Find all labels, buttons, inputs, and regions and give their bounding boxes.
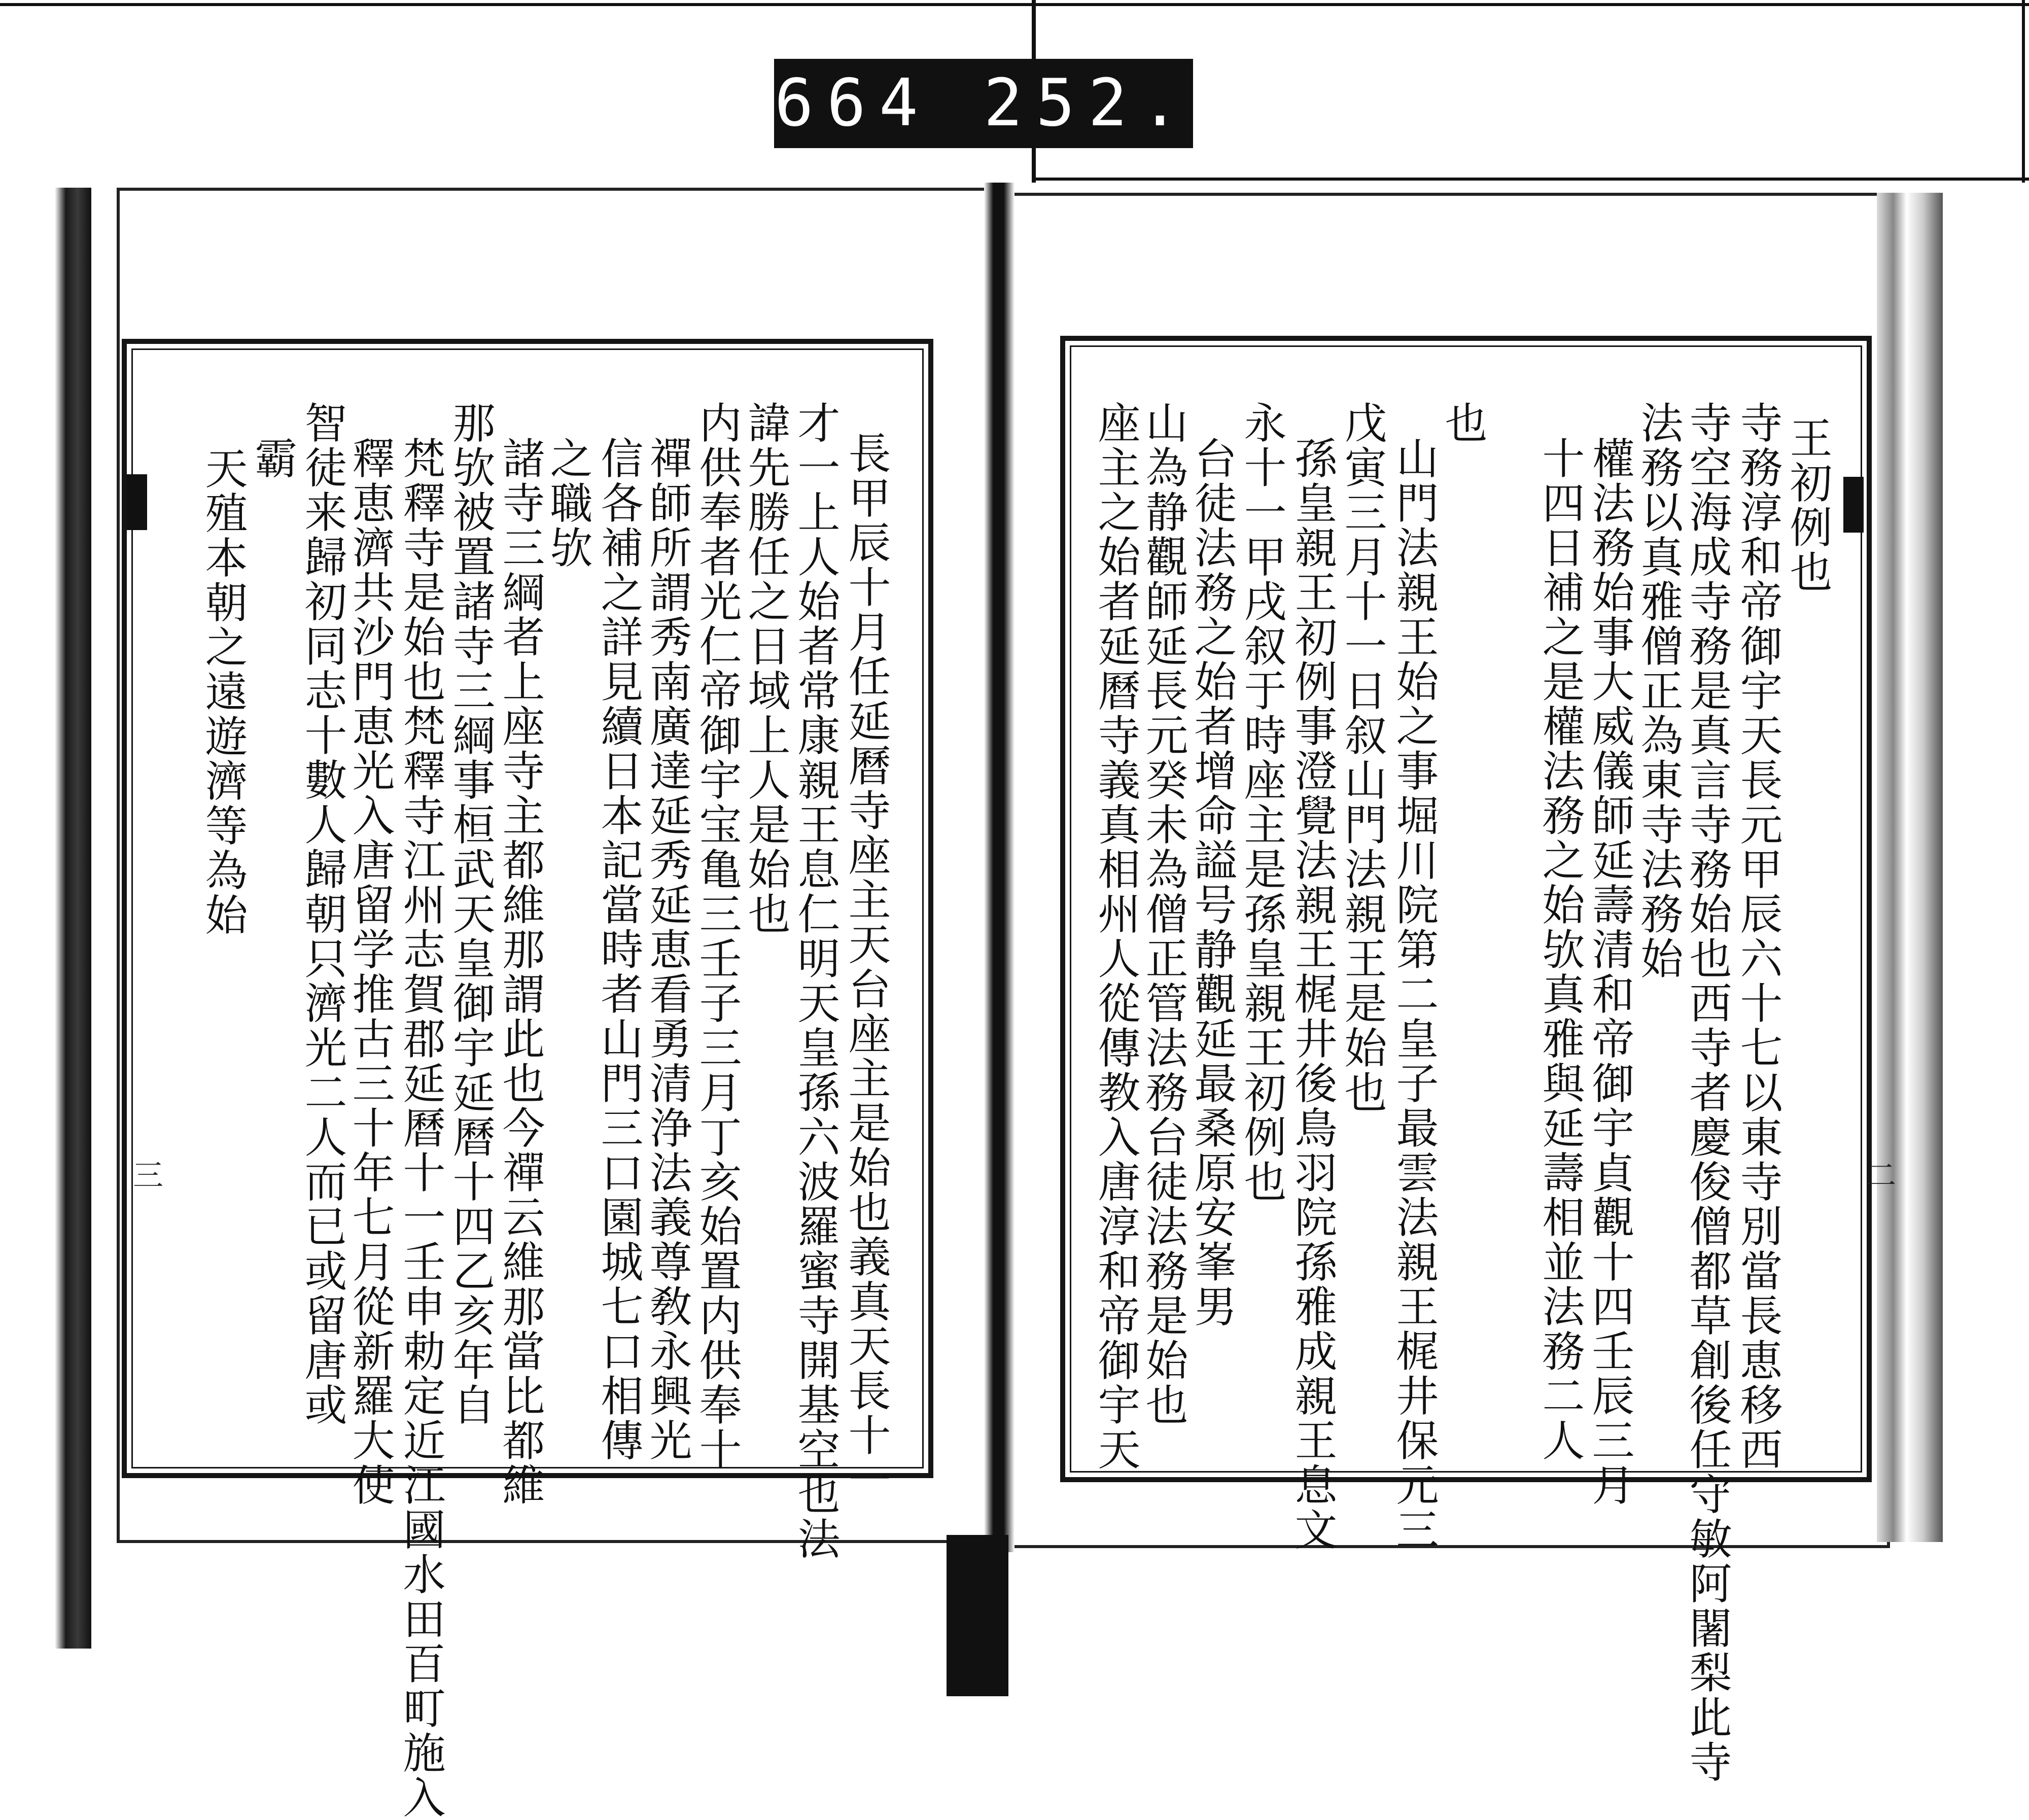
left-column-4: 内供奉者光仁帝御宇宝亀三壬子三月丁亥始置内供奉十 [692, 401, 742, 1472]
left-column-12: 智徒来歸初同志十數人歸朝只濟光二人而已或留唐或 [298, 401, 347, 1427]
right-column-9: 戊寅三月十一日叙山門法親王是始也 [1338, 401, 1387, 1115]
left-column-8: 諸寺三綱者上座寺主都維那謂此也今禪云維那當比都維 [496, 436, 545, 1508]
right-column-11: 永十一甲戌叙于時座主是孫皇親王初例也 [1237, 401, 1287, 1204]
left-column-14: 天殖本朝之遠遊濟等為始 [198, 446, 248, 937]
left-column-11: 釋恵濟共沙門恵光入唐留学推古三十年七月從新羅大使 [345, 436, 395, 1508]
left-column-9: 那欤被置諸寺三綱事桓武天皇御宇延曆十四乙亥年自 [446, 401, 496, 1427]
right-column-2: 寺務淳和帝御宇天長元甲辰六十七以東寺別當長恵移西 [1733, 401, 1783, 1472]
right-column-8: 山門法親王始之事堀川院第二皇子最雲法親王梶井保元三 [1389, 436, 1439, 1552]
right-fold-marker [1843, 477, 1864, 533]
right-column-6: 十四日補之是權法務之始欤真雅與延壽相並法務二人 [1535, 436, 1585, 1463]
right-column-3: 寺空海成寺務是真言寺務始也西寺者慶俊僧都草創後任守敏阿闍梨此寺 [1683, 401, 1732, 1784]
left-column-7: 之職欤 [543, 436, 593, 570]
film-frame-number: 664 252. [774, 59, 1193, 148]
right-page-edge [1877, 193, 1943, 1542]
right-column-10: 孫皇親王初例事澄覺法親王梶井後鳥羽院孫雅成親王息文 [1288, 436, 1338, 1552]
scanner-frame-rule [1035, 178, 2029, 181]
left-page-edge [0, 188, 91, 1649]
left-column-5: 禪師所謂秀南廣達延秀延恵看勇清浄法義尊敎永興光 [643, 436, 692, 1463]
right-column-1: 王初例也 [1783, 416, 1833, 594]
book-gutter [984, 183, 1014, 1552]
scanner-frame-top [0, 3, 2029, 6]
left-column-13: 霸 [248, 436, 298, 481]
right-column-14: 座主之始者延曆寺義真相州人從傳教入唐淳和帝御宇天 [1091, 401, 1141, 1472]
left-column-2: 才一上人始者常康親王息仁明天皇孫六波羅蜜寺開基空也法 [791, 401, 841, 1561]
right-folio-number: 二 [1866, 1158, 1896, 1194]
left-column-3: 諱先勝任之日域上人是始也 [741, 401, 791, 936]
left-fold-marker [127, 474, 147, 530]
right-column-13: 山為静觀師延長元癸未為僧正管法務台徒法務是始也 [1139, 401, 1188, 1427]
left-column-6: 信各補之詳見續日本記當時者山門三口園城七口相傳 [594, 436, 644, 1463]
gutter-shadow-block [947, 1535, 1008, 1696]
right-column-5: 權法務始事大威儀師延壽清和帝御宇貞觀十四壬辰三月 [1585, 436, 1635, 1508]
left-column-10: 梵釋寺是始也梵釋寺江州志賀郡延曆十一壬申勅定近江國水田百町施入 [396, 436, 446, 1820]
right-column-12: 台徒法務之始者增命謚号静觀延最桑原安峯男 [1187, 436, 1237, 1329]
right-column-7: 也 [1438, 401, 1488, 445]
left-folio-number: 三 [133, 1158, 163, 1194]
scanner-frame-right [2022, 0, 2025, 183]
right-column-4: 法務以真雅僧正為東寺法務始 [1634, 401, 1684, 981]
left-column-1: 長甲辰十月任延曆寺座主天台座主是始也義真天長十一 [842, 431, 891, 1502]
